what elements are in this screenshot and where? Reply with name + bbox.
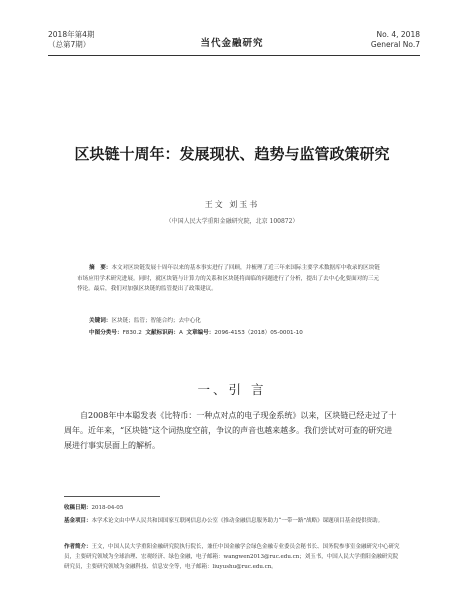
article-number-label: 文章编号：: [186, 330, 215, 336]
abstract-text: 本文对区块链发展十周年以来的基本事实进行了回顾，并梳理了近三年来国际主要学术数据库中收录的区块链市场应用学术研究进展。同时，就区块链与计算力的关系和区块链将面临的问题进行了分析，提出了去中心化要面对的三元悖论。最后，我们对加强区块链的监管提出了政策建议。: [77, 265, 380, 292]
classification-line: [89, 328, 389, 336]
issue-info-english: [371, 30, 420, 50]
received-date: [64, 503, 400, 513]
issue-number-english: No. 4, 2018: [376, 30, 420, 39]
section-heading: 一、引 言: [197, 382, 267, 397]
funding-note: [64, 516, 400, 526]
keywords-text: 区块链；监管；智能合约；去中心化: [111, 318, 201, 324]
affiliation: （中国人民大学重阳金融研究院，北京 100872）: [165, 218, 299, 225]
issue-total: （总第7期）: [48, 40, 91, 49]
paper-title: 区块链十周年：发展现状、趋势与监管政策研究: [74, 145, 390, 163]
funding-text: 本学术论文由中华人民共和国国家互联网信息办公室《推动金融信息服务助力“一带一路”战略》课题项目基金提供资助。: [91, 518, 384, 524]
doc-code-label: 文献标识码：: [145, 330, 179, 336]
general-number-english: General No.7: [370, 40, 420, 49]
header-rule: [48, 55, 420, 56]
intro-paragraph: 自2008年中本聪发表《比特币：一种点对点的电子现金系统》以来，区块链已经走过了十周年。近年来，“区块链”这个词热度空前，争议的声音也越来越多。我们尝试对可查的研究进展进行事实层面上的解析。: [64, 411, 397, 450]
issue-number: 2018年第4期: [48, 30, 95, 39]
keywords-label: 关键词：: [89, 318, 112, 324]
footnote-divider: [64, 496, 160, 497]
article-number-value: 2096-4153（2018）05-0001-10: [214, 330, 303, 336]
clc-value: F830.2: [122, 330, 142, 336]
author-bio-text: 王文，中国人民大学重阳金融研究院执行院长，兼任中国金融学会绿色金融专业委员会秘书长、国务院参事室金融研究中心研究员，主要研究领域为全球治理、宏观经济、绿色金融，电子邮箱：wangwen2013@ruc.edu.cn；刘玉书，中国人民大学重阳金融研究院研究员，主要研究领域为金融科技、信息安全等，电子邮箱：liuyushu@ruc.edu.cn。: [64, 544, 400, 570]
funding-label: 基金项目：: [64, 518, 92, 524]
abstract: [77, 263, 383, 295]
author-bio: [64, 542, 400, 572]
received-value: 2018-04-05: [91, 505, 124, 511]
author-bio-label: 作者简介：: [64, 544, 92, 550]
keywords: [89, 316, 389, 324]
clc-label: 中图分类号：: [89, 330, 123, 336]
doc-code-value: A: [178, 330, 183, 336]
journal-name: 当代金融研究: [200, 38, 264, 49]
received-label: 收稿日期：: [64, 505, 92, 511]
abstract-label: 摘 要：: [89, 265, 112, 271]
authors: 王文 刘玉书: [204, 200, 260, 209]
